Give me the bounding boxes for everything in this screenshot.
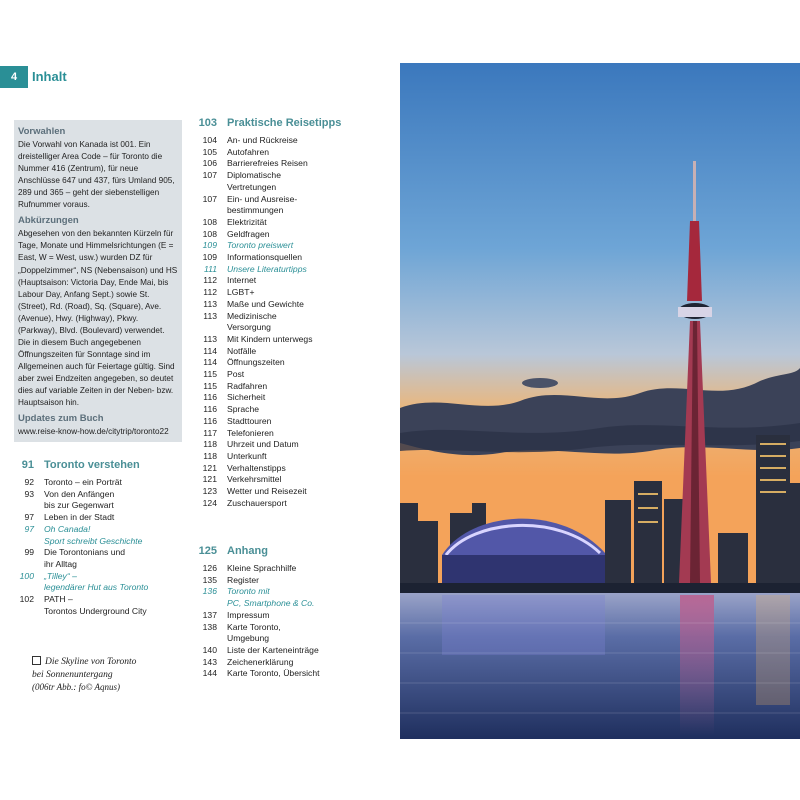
- toc-entry-label: Internet: [227, 275, 257, 286]
- toc-entry[interactable]: [183, 147, 378, 159]
- toc-entry-page: 126: [202, 563, 217, 573]
- toc-entry-page: 104: [202, 135, 217, 145]
- toc-entry[interactable]: [183, 275, 378, 287]
- toc-entry-page: 112: [203, 287, 217, 298]
- toc-entry-page: 121: [202, 474, 217, 485]
- toc-entry-page: 136: [202, 586, 217, 597]
- toc-entry[interactable]: [183, 645, 378, 657]
- toc-entry-page: [0, 500, 44, 512]
- toc-entry-label: Mit Kindern unterwegs: [227, 333, 313, 344]
- toc-entry-page: 121: [202, 462, 217, 473]
- toc-entry-label: Toronto – ein Porträt: [44, 477, 122, 487]
- toc-entry-label: Die Torontonians und: [44, 547, 126, 558]
- toc-entry-label: Von den Anfängen: [44, 488, 115, 499]
- toc-entry-label: Elektrizität: [227, 216, 267, 227]
- toc-entry[interactable]: [183, 240, 378, 252]
- abkuerzungen-text: Abgesehen von den bekannten Kürzeln für Tage, Monate und Himmelsrichtungen (E = East, W = West, usw.) wurden DZ für „Doppelzimmer“, NS (Nebensaison) und HS (Hauptsaison: Victoria Day, Ende Mai, bis Labour Day, Anfang Sept.) sowie St. (Street), Rd. (Road), Sq. (Square), Ave. (Avenue), Hwy. (Highway), Pkwy. (Parkway), Blvd. (Boulevard) verwendet. Die in diesem Buch angegebenen Öffnungszeiten für Sonntage sind im Allgemeinen auch für Feiertage gültig. Sind aber zwei Endzeiten angegeben, so deutet dies auf variable Zeiten in der Neben- bzw. Hauptsaison hin.: [18, 229, 178, 408]
- toc-entry-page: 137: [202, 609, 217, 620]
- toc-entry-label: Torontos Underground City: [44, 605, 147, 616]
- toc-entry-label: Versorgung: [227, 322, 271, 333]
- page-number: 4: [0, 66, 28, 88]
- toc-entry-label: LGBT+: [227, 287, 255, 298]
- toc-entry[interactable]: [0, 536, 185, 548]
- toc-entry-label: PATH –: [44, 594, 73, 605]
- toc-entry-label: Impressum: [227, 609, 270, 620]
- toc-entry[interactable]: [183, 563, 378, 575]
- toc-entry[interactable]: [183, 575, 378, 587]
- toc-entry-label: Maße und Gewichte: [227, 298, 304, 309]
- toc-entry-page: 114: [203, 345, 217, 356]
- toc-entry-label: Karte Toronto, Übersicht: [227, 668, 320, 679]
- toc-entry-page: 116: [203, 415, 217, 426]
- toc-heading[interactable]: [183, 117, 378, 129]
- toc-entry-label: An- und Rückreise: [227, 135, 298, 145]
- toc-entry-label: Register: [227, 574, 259, 585]
- toc-entry-label: Sicherheit: [227, 392, 266, 403]
- toc-entry-page: 105: [202, 146, 217, 157]
- toc-entry-label: Liste der Karteneinträge: [227, 644, 319, 655]
- toc-entry-label: PC, Smartphone & Co.: [227, 598, 315, 609]
- toc-entry-page: [0, 536, 44, 548]
- toc-entry-page: 109: [202, 252, 217, 263]
- toc-entry-page: 102: [19, 594, 34, 605]
- toc-entry-page: 107: [202, 170, 217, 181]
- toc-section-anhang: [183, 545, 378, 680]
- toc-entry-label: Geldfragen: [227, 228, 270, 239]
- toc-entry-page: 100: [19, 570, 34, 581]
- skyline-image: [400, 63, 800, 739]
- toc-entry-label: Toronto mit: [227, 586, 270, 597]
- toc-entry-page: 118: [203, 450, 217, 461]
- toc-entry[interactable]: [183, 299, 378, 311]
- toc-entry-label: ihr Alltag: [44, 558, 77, 569]
- toc-entry-label: legendärer Hut aus Toronto: [44, 582, 149, 593]
- toc-entry-page: 97: [24, 523, 34, 534]
- toc-entry-label: Unsere Literaturtipps: [227, 263, 307, 274]
- toc-heading-label: Toronto verstehen: [44, 459, 140, 471]
- toc-entry[interactable]: [183, 381, 378, 393]
- toc-entry-page: [183, 182, 227, 194]
- toc-entry[interactable]: [183, 182, 378, 194]
- toc-entry[interactable]: [0, 582, 185, 594]
- toc-entry-page: 108: [202, 228, 217, 239]
- toc-entry-label: Sport schreibt Geschichte: [44, 535, 143, 546]
- toc-entry-label: Umgebung: [227, 633, 270, 644]
- toc-entry[interactable]: [183, 205, 378, 217]
- toc-entry-label: Zuschauersport: [227, 497, 287, 508]
- toc-entry[interactable]: [183, 217, 378, 229]
- toc-entry-page: 118: [203, 439, 217, 450]
- photo-caption: [32, 656, 182, 695]
- toc-entry[interactable]: [183, 346, 378, 358]
- toc-heading-page: 91: [21, 459, 34, 471]
- toc-entry[interactable]: [183, 357, 378, 369]
- toc-entry-page: 144: [202, 668, 217, 679]
- toc-entry[interactable]: [183, 657, 378, 669]
- toc-section-reisetipps: [183, 117, 378, 510]
- toc-entry-label: Radfahren: [227, 380, 268, 391]
- toc-entry-label: Toronto preiswert: [227, 240, 294, 251]
- toc-entry[interactable]: [0, 571, 185, 583]
- toc-entry-label: bis zur Gegenwart: [44, 500, 114, 511]
- toc-entry[interactable]: [183, 392, 378, 404]
- toc-entry[interactable]: [183, 610, 378, 622]
- toc-entry[interactable]: [0, 606, 185, 618]
- updates-title: Updates zum Buch: [18, 413, 104, 425]
- updates-link[interactable]: www.reise-know-how.de/citytrip/toronto22: [18, 427, 169, 437]
- toc-entry-page: 113: [203, 298, 217, 309]
- toc-entry-page: 135: [202, 574, 217, 585]
- toc-entry-page: 117: [203, 427, 217, 438]
- toc-entry[interactable]: [183, 229, 378, 241]
- toc-entry[interactable]: [183, 264, 378, 276]
- page-header: [0, 66, 400, 88]
- toc-entry-page: 138: [202, 621, 217, 632]
- toc-entry-page: [183, 322, 227, 334]
- toc-entry-page: [183, 633, 227, 645]
- toc-entry-label: „Tilley“ –: [44, 570, 77, 581]
- toc-entry-label: Notfälle: [227, 345, 257, 356]
- toc-entry[interactable]: [183, 486, 378, 498]
- toc-entry-label: Kleine Sprachhilfe: [227, 563, 297, 573]
- toc-entry[interactable]: [183, 252, 378, 264]
- toc-heading[interactable]: [183, 545, 378, 557]
- toc-entry[interactable]: [183, 439, 378, 451]
- toc-entry-label: Unterkunft: [227, 450, 267, 461]
- toc-entry[interactable]: [183, 668, 378, 680]
- vorwahlen-text: Die Vorwahl von Kanada ist 001. Ein dreistelliger Area Code – für Toronto die Nummer 416 (Zentrum), für neue Anschlüsse 647 und 437, fürs Umland 905, 289 und 365 – geht der siebenstelligen Rufnummer voraus.: [18, 140, 175, 210]
- toc-entry-page: 97: [24, 512, 34, 523]
- toc-entry-page: 116: [203, 404, 217, 415]
- toc-entry[interactable]: [183, 622, 378, 634]
- toc-entry[interactable]: [0, 489, 185, 501]
- toc-entry-page: 113: [203, 333, 217, 344]
- toc-entry-label: Leben in der Stadt: [44, 512, 115, 523]
- caption-marker-icon: [32, 656, 41, 665]
- toc-entry-label: Zeichenerklärung: [227, 656, 294, 667]
- toc-entry-label: Ein- und Ausreise-: [227, 193, 298, 204]
- toc-entry[interactable]: [0, 547, 185, 559]
- vorwahlen-title: Vorwahlen: [18, 126, 66, 137]
- toc-entry-page: 140: [202, 644, 217, 655]
- toc-entry-page: 92: [24, 477, 34, 487]
- toc-heading-label: Praktische Reisetipps: [227, 117, 342, 129]
- toc-entry[interactable]: [183, 598, 378, 610]
- abkuerzungen-title: Abkürzungen: [18, 215, 79, 227]
- toc-entry-label: Autofahren: [227, 146, 270, 157]
- toc-entry-page: 124: [202, 497, 217, 508]
- toc-entry[interactable]: [183, 369, 378, 381]
- toc-entry-label: Diplomatische: [227, 170, 281, 181]
- toc-entry-label: Medizinische: [227, 310, 277, 321]
- toc-entry[interactable]: [183, 170, 378, 182]
- toc-entry[interactable]: [183, 463, 378, 475]
- toc-entry-page: [183, 598, 227, 610]
- toc-entry[interactable]: [0, 559, 185, 571]
- toc-entry-label: Sprache: [227, 404, 260, 415]
- toc-entry-label: Uhrzeit und Datum: [227, 439, 299, 450]
- toc-entry[interactable]: [0, 512, 185, 524]
- toc-entry-page: 116: [203, 392, 217, 403]
- caption-line1: Die Skyline von Toronto: [45, 657, 137, 667]
- toc-entry-page: 115: [203, 380, 217, 391]
- toc-entry-page: 115: [203, 369, 217, 380]
- caption-credit: (006tr Abb.: fo© Aqnus): [32, 682, 121, 692]
- toc-entry-page: 113: [203, 310, 217, 321]
- toc-entry-label: Wetter und Reisezeit: [227, 486, 307, 497]
- toc-heading-page: 125: [198, 545, 217, 557]
- toc-entry-page: 114: [203, 357, 217, 368]
- toc-entry[interactable]: [183, 586, 378, 598]
- toc-entry-label: Stadttouren: [227, 415, 272, 426]
- toc-entry-page: [0, 559, 44, 571]
- info-box: [14, 120, 182, 442]
- toc-entry[interactable]: [183, 451, 378, 463]
- toc-entry-label: Post: [227, 369, 245, 380]
- toc-heading-label: Anhang: [227, 545, 268, 557]
- toc-entry[interactable]: [183, 498, 378, 510]
- toc-heading-page: 103: [198, 117, 217, 129]
- toc-entry-page: 108: [202, 216, 217, 227]
- toc-entry-page: [0, 582, 44, 594]
- toc-entry-page: [183, 205, 227, 217]
- toc-entry-page: 123: [202, 486, 217, 497]
- caption-line2: bei Sonnenuntergang: [32, 669, 113, 680]
- toc-entry-label: Karte Toronto,: [227, 621, 281, 632]
- toc-entry[interactable]: [183, 428, 378, 440]
- toc-entry-label: Verhaltenstipps: [227, 462, 286, 473]
- toc-entry[interactable]: [0, 594, 185, 606]
- toc-entry-page: 109: [202, 240, 217, 251]
- toc-entry-label: Öffnungszeiten: [227, 357, 285, 368]
- toc-entry-page: 107: [202, 193, 217, 204]
- toc-entry[interactable]: [183, 158, 378, 170]
- toc-entry-label: Informationsquellen: [227, 252, 303, 263]
- toc-entry[interactable]: [183, 311, 378, 323]
- section-title: Inhalt: [32, 69, 67, 84]
- toc-heading[interactable]: [0, 459, 185, 471]
- toc-entry[interactable]: [183, 135, 378, 147]
- toc-entry-page: 112: [203, 275, 217, 286]
- toc-entry-page: [0, 606, 44, 618]
- toc-entry-label: Telefonieren: [227, 427, 274, 438]
- toc-entry-label: Oh Canada!: [44, 523, 91, 534]
- toc-entry-label: Vertretungen: [227, 181, 277, 192]
- toc-entry[interactable]: [183, 404, 378, 416]
- toc-entry[interactable]: [183, 633, 378, 645]
- toc-entry[interactable]: [183, 194, 378, 206]
- toc-section-left: [0, 459, 185, 617]
- toc-entry[interactable]: [183, 416, 378, 428]
- toc-entry[interactable]: [183, 322, 378, 334]
- toc-entry[interactable]: [0, 524, 185, 536]
- toc-entry-page: 106: [202, 158, 217, 169]
- skyline-photo: [400, 63, 800, 739]
- toc-entry-label: bestimmungen: [227, 205, 284, 216]
- toc-entry[interactable]: [183, 334, 378, 346]
- toc-entry-page: 93: [24, 488, 34, 499]
- toc-entry[interactable]: [183, 287, 378, 299]
- toc-entry[interactable]: [183, 474, 378, 486]
- toc-entry-page: 111: [203, 263, 217, 274]
- toc-entry-page: 143: [202, 656, 217, 667]
- toc-entry[interactable]: [0, 500, 185, 512]
- toc-entry-label: Verkehrsmittel: [227, 474, 282, 485]
- toc-entry-page: 99: [24, 547, 34, 558]
- toc-entry[interactable]: [0, 477, 185, 489]
- toc-entry-label: Barrierefreies Reisen: [227, 158, 308, 169]
